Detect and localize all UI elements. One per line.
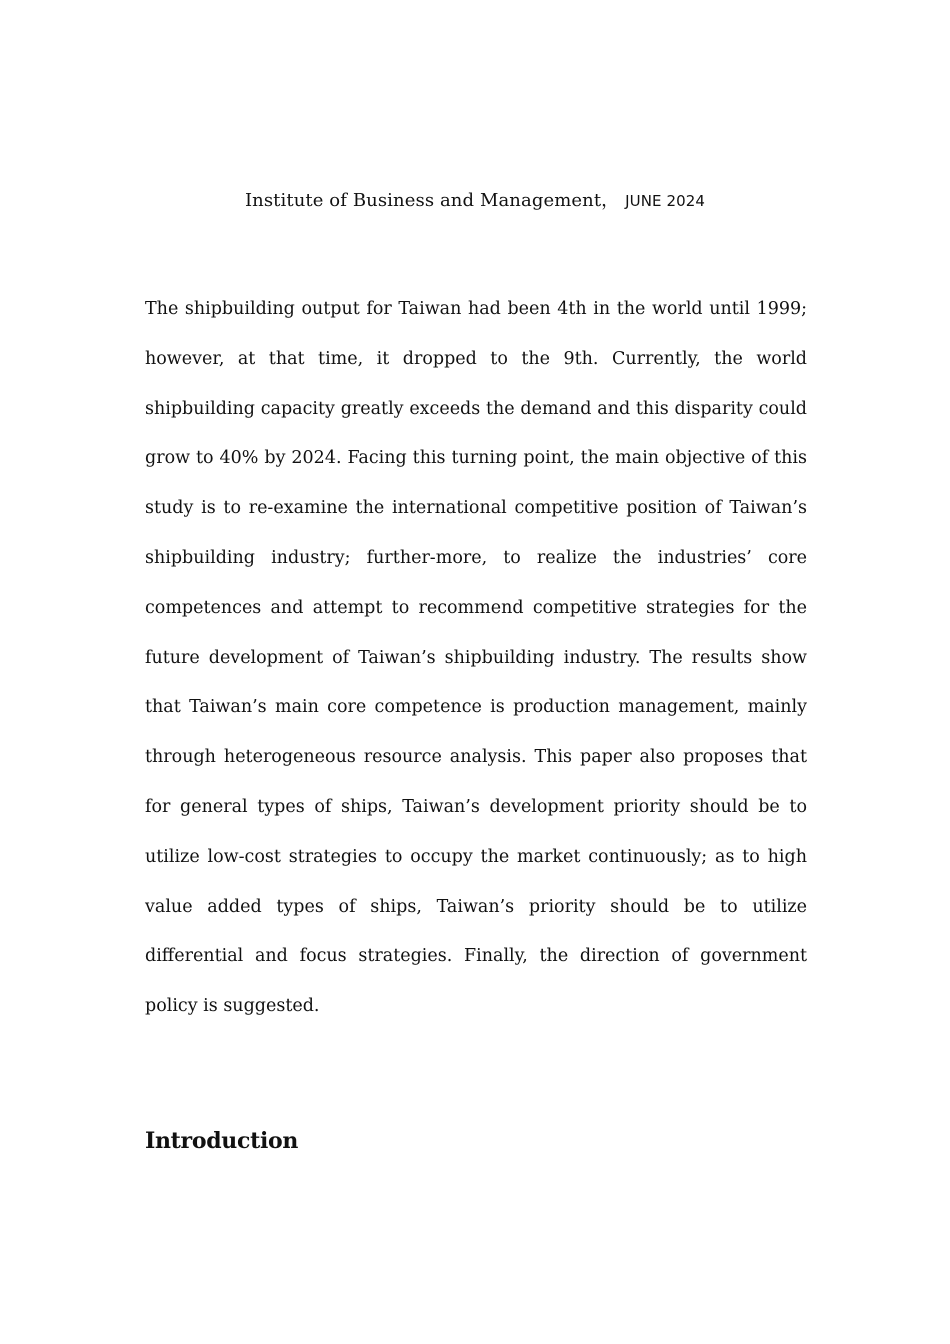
section-heading-introduction: Introduction [145,1128,299,1154]
institution-name: Institute of Business and Management [244,190,602,211]
header-separator: ， [601,190,620,211]
abstract-paragraph: The shipbuilding output for Taiwan had been 4th in the world until 1999; however, at that time, it dropped to the 9th. Currently, the world shipbuilding capacity greatly exceeds the demand and this disparity could grow to 40% by 2024. Facing this turning point, the main objective of this study is to re-examine the international competitive position of Taiwan’s shipbuilding industry; further-more, to realize the industries’ core competences and attempt to recommend competitive strategies for the future development of Taiwan’s shipbuilding industry. The results show that Taiwan’s main core competence is production management, mainly through heterogeneous resource analysis. This paper also proposes that for general types of ships, Taiwan’s development priority should be to utilize low-cost strategies to occupy the market continuously; as to high value added types of ships, Taiwan’s priority should be to utilize differential and focus strategies. Finally, the direction of government policy is suggested. [145,299,807,1017]
publication-date: JUNE 2024 [625,192,706,210]
document-header [0,186,950,212]
